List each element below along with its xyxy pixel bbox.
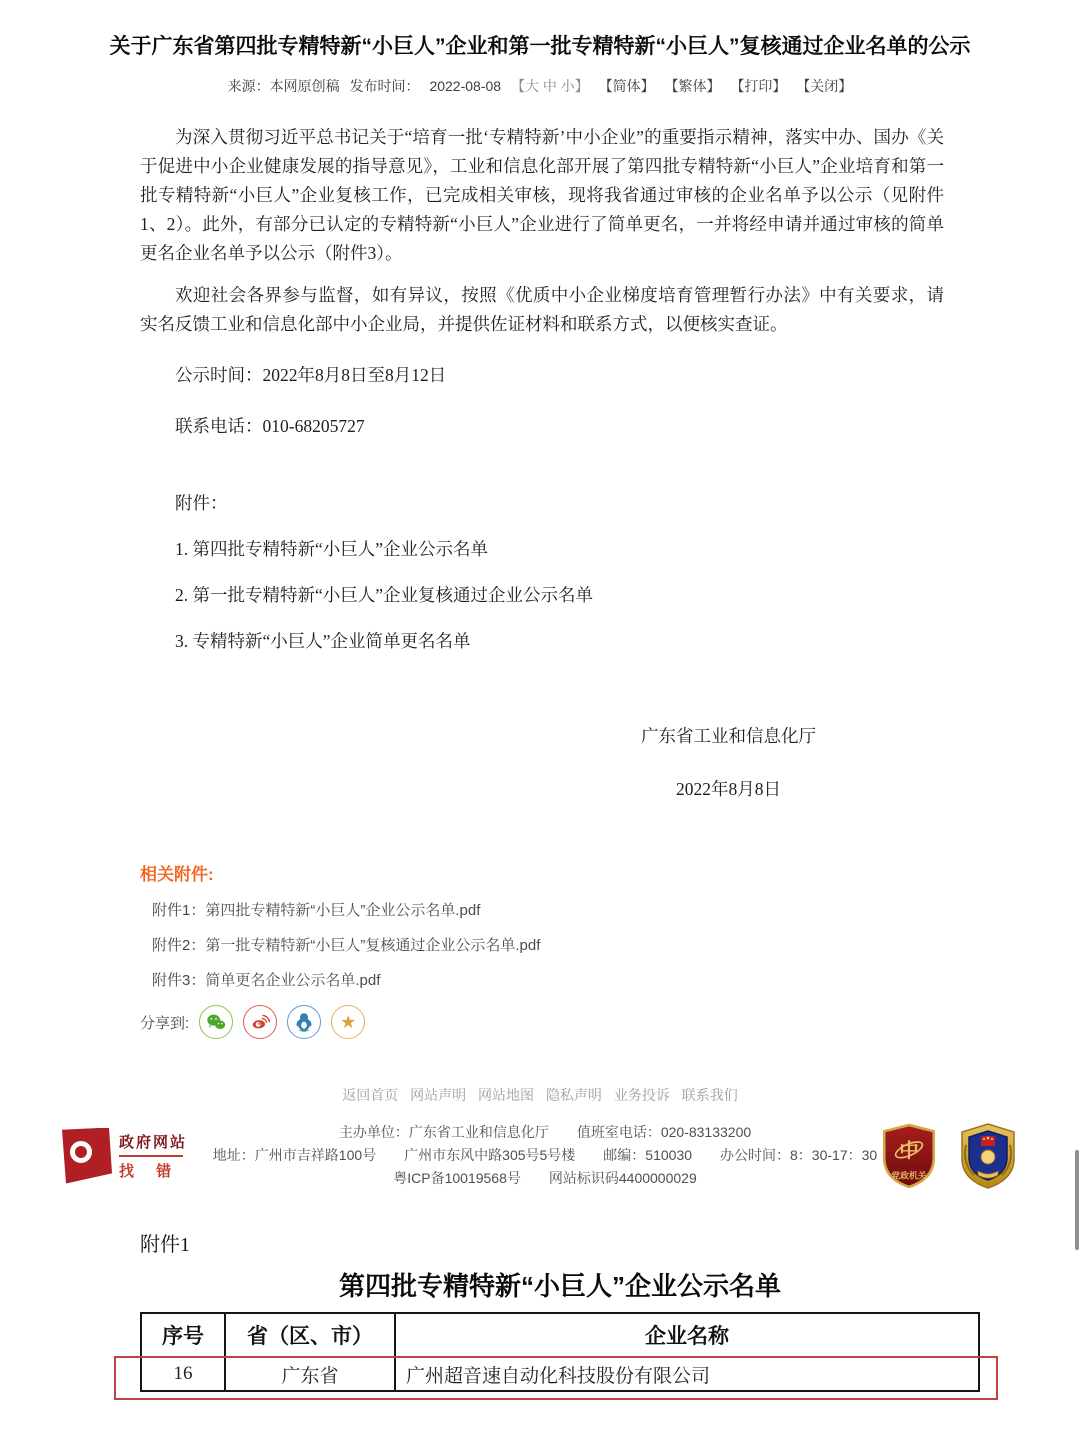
annex-table-title: 第四批专精特新“小巨人”企业公示名单	[338, 1271, 781, 1301]
footer-link-complaint[interactable]: 业务投诉	[613, 1087, 670, 1103]
scrollbar-thumb[interactable]	[1075, 1150, 1079, 1250]
table-header-row	[141, 1313, 979, 1357]
share-row	[140, 1005, 1080, 1039]
page-title: 关于广东省第四批专精特新“小巨人”企业和第一批专精特新“小巨人”复核通过企业名单的公示	[109, 35, 971, 58]
share-label: 分享到:	[140, 1014, 190, 1032]
traditional-button[interactable]: 【繁体】	[664, 78, 721, 94]
related-attachment-link-3[interactable]	[140, 969, 1080, 990]
attachment-label: 附件3：	[152, 972, 206, 989]
weibo-share-icon[interactable]	[243, 1005, 277, 1039]
footer-link-privacy[interactable]: 隐私声明	[545, 1087, 602, 1103]
svg-text:中: 中	[899, 1139, 919, 1162]
cell-province: 广东省	[225, 1357, 395, 1391]
party-government-badge-icon[interactable]	[880, 1123, 938, 1189]
footer-main	[0, 1121, 1080, 1190]
magnifier-icon	[62, 1128, 112, 1184]
publish-date: 2022-08-08	[429, 78, 502, 94]
attachment-filename: 第一批专精特新“小巨人”复核通过企业公示名单.pdf	[205, 937, 541, 954]
attachment-list-item: 1. 第四批专精特新“小巨人”企业公示名单	[175, 539, 489, 559]
article-body	[140, 123, 944, 804]
footer-link-sitemap[interactable]: 网站地图	[478, 1087, 535, 1103]
signoff-date: 2022年8月8日	[676, 779, 781, 799]
attachment-filename: 第四批专精特新“小巨人”企业公示名单.pdf	[205, 902, 481, 919]
cell-company: 广州超音速自动化科技股份有限公司	[395, 1357, 979, 1391]
wechat-share-icon[interactable]	[199, 1005, 233, 1039]
annex-table	[140, 1312, 980, 1392]
signoff-block	[140, 722, 816, 804]
column-header-province: 省（区、市）	[225, 1313, 395, 1357]
wechat-icon	[205, 1011, 227, 1033]
related-attachments-heading: 相关附件:	[140, 865, 214, 884]
simplified-button[interactable]: 【简体】	[598, 78, 655, 94]
paragraph: 欢迎社会各界参与监督，如有异议，按照《优质中小企业梯度培育管理暂行办法》中有关要求，请实名反馈工业和信息化部中小企业局，并提供佐证材料和联系方式，以便核实查证。	[140, 285, 944, 334]
paragraph: 为深入贯彻习近平总书记关于“培育一批‘专精特新’中小企业”的重要指示精神，落实中办、国办《关于促进中小企业健康发展的指导意见》，工业和信息化部开展了第四批专精特新“小巨人”企业培育和第一批专精特新“小巨人”企业复核工作，已完成相关审核，现将我省通过审核的企业名单予以公示（见附件1、2）。此外，有部分已认定的专精特新“小巨人”企业进行了简单更名，一并将经申请并通过审核的简单更名企业名单予以公示（附件3）。	[140, 127, 944, 263]
font-size-control[interactable]: 【大 中 小】	[510, 78, 589, 94]
qq-icon	[293, 1011, 315, 1033]
gov-site-find-error-widget[interactable]	[62, 1128, 210, 1184]
footer-icp-line: 粤ICP备10019568号 网站标识码4400000029	[393, 1170, 697, 1186]
attachment-list-item: 2. 第一批专精特新“小巨人”企业复核通过企业公示名单	[175, 585, 594, 605]
attachment-filename: 简单更名企业公示名单.pdf	[205, 972, 381, 989]
star-icon: ★	[340, 1012, 357, 1032]
related-attachments-section	[140, 860, 1080, 1039]
related-attachment-link-1[interactable]	[140, 899, 1080, 920]
footer-link-home[interactable]: 返回首页	[342, 1087, 399, 1103]
annex-section	[140, 1232, 980, 1392]
attachment-list-item: 3. 专精特新“小巨人”企业简单更名名单	[175, 631, 471, 651]
attachments-heading: 附件：	[175, 493, 228, 513]
divider	[119, 1155, 183, 1157]
qzone-share-icon[interactable]	[331, 1005, 365, 1039]
footer-link-contact[interactable]: 联系我们	[681, 1087, 738, 1103]
publish-time-label: 发布时间：	[349, 78, 420, 94]
table-row	[141, 1357, 979, 1391]
weibo-icon	[249, 1011, 271, 1033]
source-text: 来源：本网原创稿	[227, 78, 340, 94]
related-attachment-link-2[interactable]	[140, 934, 1080, 955]
annex-label: 附件1	[140, 1234, 190, 1256]
find-error-text-top: 政府网站	[119, 1133, 188, 1151]
footer-address-line: 地址：广州市吉祥路100号 广州市东风中路305号5号楼 邮编：510030 办公时间：8：30-17：30	[212, 1147, 878, 1163]
footer-badges	[880, 1123, 1018, 1189]
column-header-no: 序号	[141, 1313, 225, 1357]
publicity-period: 公示时间：2022年8月8日至8月12日	[175, 365, 447, 385]
cell-no: 16	[141, 1357, 225, 1391]
attachment-label: 附件2：	[152, 937, 206, 954]
svg-text:党政机关: 党政机关	[891, 1170, 927, 1181]
police-badge-icon[interactable]	[958, 1123, 1018, 1189]
footer-link-statement[interactable]: 网站声明	[410, 1087, 467, 1103]
attachment-label: 附件1：	[152, 902, 206, 919]
article-meta	[0, 76, 1080, 96]
find-error-text-bottom: 找 错	[119, 1162, 181, 1180]
signoff-department: 广东省工业和信息化厅	[641, 726, 816, 746]
footer-nav	[0, 1085, 1080, 1105]
print-button[interactable]: 【打印】	[730, 78, 787, 94]
column-header-company: 企业名称	[395, 1313, 979, 1357]
qq-share-icon[interactable]	[287, 1005, 321, 1039]
footer-info	[210, 1121, 880, 1190]
contact-phone: 联系电话：010-68205727	[175, 416, 365, 436]
close-button[interactable]: 【关闭】	[796, 78, 853, 94]
footer-host-line: 主办单位：广东省工业和信息化厅 值班室电话：020-83133200	[338, 1124, 752, 1140]
